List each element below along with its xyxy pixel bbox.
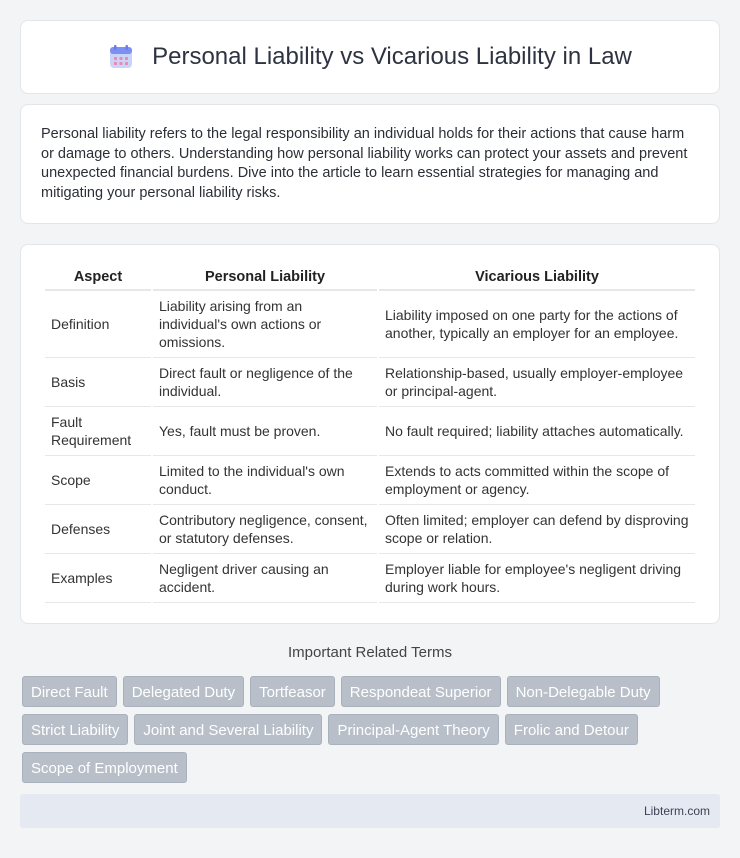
row-aspect: Scope [45, 456, 151, 505]
tag-delegated-duty[interactable]: Delegated Duty [123, 676, 244, 707]
tag-direct-fault[interactable]: Direct Fault [22, 676, 117, 707]
header-personal-liability: Personal Liability [153, 265, 377, 291]
tag-principal-agent-theory[interactable]: Principal-Agent Theory [328, 714, 498, 745]
footer [20, 794, 720, 828]
page-title: Personal Liability vs Vicarious Liability in Law [152, 43, 632, 70]
table-row [45, 291, 695, 358]
row-personal: Limited to the individual's own conduct. [153, 456, 377, 505]
row-vicarious: Extends to acts committed within the scope of employment or agency. [379, 456, 695, 505]
table-row [45, 407, 695, 456]
row-vicarious: Often limited; employer can defend by disproving scope or relation. [379, 505, 695, 554]
tag-non-delegable-duty[interactable]: Non-Delegable Duty [507, 676, 660, 707]
row-aspect: Examples [45, 554, 151, 603]
row-vicarious: No fault required; liability attaches automatically. [379, 407, 695, 456]
row-aspect: Basis [45, 358, 151, 407]
row-personal: Direct fault or negligence of the individual. [153, 358, 377, 407]
row-aspect: Defenses [45, 505, 151, 554]
tag-tortfeasor[interactable]: Tortfeasor [250, 676, 335, 707]
tag-frolic-and-detour[interactable]: Frolic and Detour [505, 714, 638, 745]
table-row [45, 456, 695, 505]
header-aspect: Aspect [45, 265, 151, 291]
intro-text: Personal liability refers to the legal responsibility an individual holds for their actions that cause harm or damage to others. Understanding how personal liability works can protect your assets and prevent unexpected financial burdens. Dive into the article to learn essential strategies for managing and mitigating your personal liability risks. [41, 126, 688, 201]
row-vicarious: Liability imposed on one party for the actions of another, typically an employer for an employee. [379, 291, 695, 358]
table-row [45, 505, 695, 554]
comparison-table-card [20, 244, 720, 624]
row-aspect: Fault Requirement [45, 407, 151, 456]
row-personal: Negligent driver causing an accident. [153, 554, 377, 603]
tag-scope-of-employment[interactable]: Scope of Employment [22, 752, 187, 783]
row-personal: Liability arising from an individual's own actions or omissions. [153, 291, 377, 358]
header-vicarious-liability: Vicarious Liability [379, 265, 695, 291]
row-vicarious: Employer liable for employee's negligent driving during work hours. [379, 554, 695, 603]
related-terms-title: Important Related Terms [288, 644, 452, 661]
comparison-table [43, 265, 697, 603]
calendar-icon [108, 44, 134, 70]
intro-card [20, 104, 720, 224]
table-header-row [45, 265, 695, 291]
tag-joint-and-several-liability[interactable]: Joint and Several Liability [134, 714, 322, 745]
related-terms-tags [22, 676, 722, 783]
header-card [20, 20, 720, 94]
tag-respondeat-superior[interactable]: Respondeat Superior [341, 676, 501, 707]
row-vicarious: Relationship-based, usually employer-employee or principal-agent. [379, 358, 695, 407]
table-row [45, 554, 695, 603]
row-personal: Yes, fault must be proven. [153, 407, 377, 456]
footer-site-link[interactable]: Libterm.com [643, 804, 710, 818]
table-row [45, 358, 695, 407]
row-aspect: Definition [45, 291, 151, 358]
tag-strict-liability[interactable]: Strict Liability [22, 714, 128, 745]
row-personal: Contributory negligence, consent, or statutory defenses. [153, 505, 377, 554]
